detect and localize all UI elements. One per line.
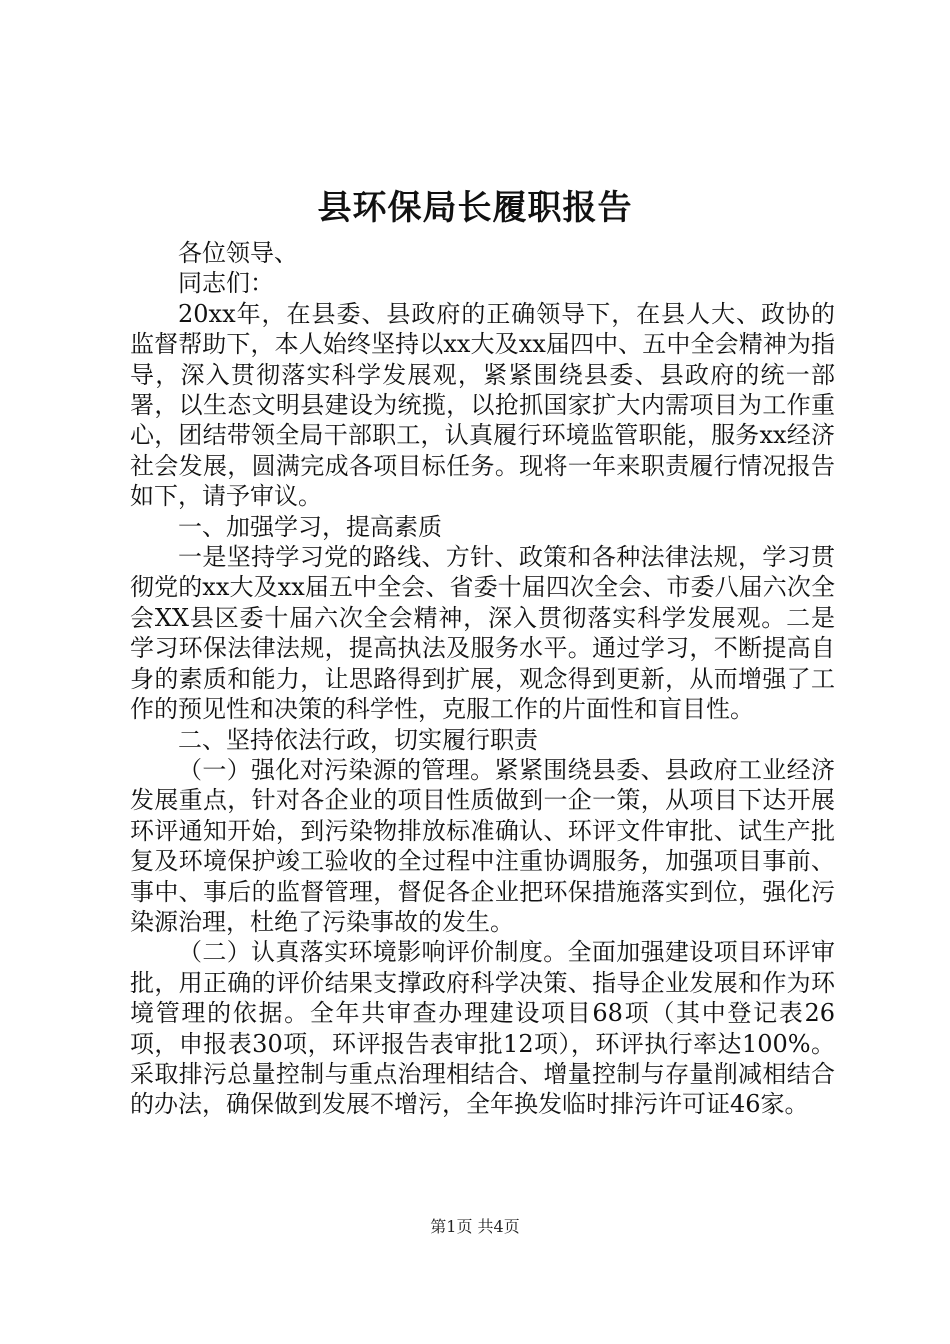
salutation-line-2: 同志们：	[178, 269, 274, 298]
section-1-paragraph: 一是坚持学习党的路线、方针、政策和各种法律法规，学习贯彻党的xx大及xx届五中全会、省委十届四次全会、市委八届六次全会XX县区委十届六次全会精神，深入贯彻落实科学发展观。二是学习环保法律法规，提高执法及服务水平。通过学习，不断提高自身的素质和能力，让思路得到扩展，观念得到更新，从而增强了工作的预见性和决策的科学性，克服工作的片面性和盲目性。	[130, 543, 835, 724]
salutation-line-1: 各位领导、	[178, 239, 298, 267]
page-footer: 第1页 共4页	[430, 1217, 520, 1236]
section-heading-2: 二、坚持依法行政，切实履行职责	[178, 725, 538, 754]
intro-paragraph: 20xx年，在县委、县政府的正确领导下，在县人大、政协的监督帮助下，本人始终坚持以xx大及xx届四中、五中全会精神为指导，深入贯彻落实科学发展观，紧紧围绕县委、县政府的统一部署，以生态文明县建设为统揽，以抢抓国家扩大内需项目为工作重心，团结带领全局干部职工，认真履行环境监管职能，服务xx经济社会发展，圆满完成各项目标任务。现将一年来职责履行情况报告如下，请予审议。	[130, 299, 835, 511]
page-title: 县环保局长履职报告	[317, 188, 633, 228]
document-body	[130, 238, 835, 1120]
section-2-item-2: （二）认真落实环境影响评价制度。全面加强建设项目环评审批，用正确的评价结果支撑政府科学决策、指导企业发展和作为环境管理的依据。全年共审查办理建设项目68项（其中登记表26项，申报表30项，环评报告表审批12项），环评执行率达100%。采取排污总量控制与重点治理相结合、增量控制与存量削减相结合的办法，确保做到发展不增污，全年换发临时排污许可证46家。	[130, 938, 835, 1119]
section-2-item-1: （一）强化对污染源的管理。紧紧围绕县委、县政府工业经济发展重点，针对各企业的项目性质做到一企一策，从项目下达开展环评通知开始，到污染物排放标准确认、环评文件审批、试生产批复及环境保护竣工验收的全过程中注重协调服务，加强项目事前、事中、事后的监督管理，督促各企业把环保措施落实到位，强化污染源治理，杜绝了污染事故的发生。	[130, 755, 835, 936]
section-heading-1: 一、加强学习，提高素质	[178, 512, 442, 541]
